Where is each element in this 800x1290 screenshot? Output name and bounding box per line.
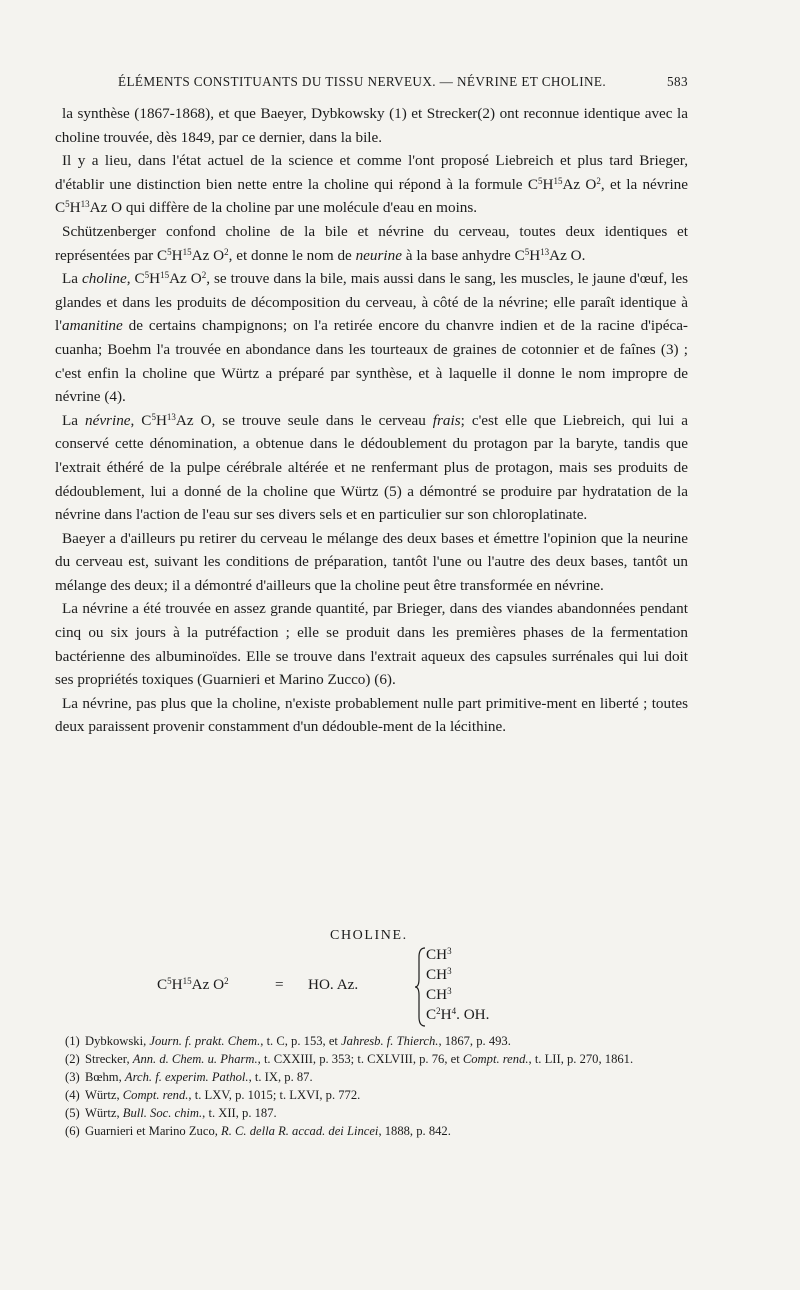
superscript: 2 <box>224 976 229 986</box>
text-run: , C <box>130 411 152 429</box>
superscript: 15 <box>182 976 192 986</box>
superscript: 5 <box>144 270 150 281</box>
italic-text: Bull. Soc. chim. <box>122 1106 203 1120</box>
text-run: Az O <box>191 246 225 264</box>
text-run: C <box>426 1006 437 1023</box>
text-run: , 1867, p. 493. <box>438 1034 511 1048</box>
paragraph <box>55 527 688 598</box>
text-run: , se trouve dans la bile, mais aussi dans le sang, les muscles, le jaune d'œuf, les glandes et dans les produits de décomposition du cerveau, à côté de la névrine; elle paraît identique à l' <box>55 270 688 335</box>
superscript: 15 <box>182 246 192 257</box>
text-run: Strecker, <box>85 1052 133 1066</box>
running-header <box>118 74 688 90</box>
paragraph <box>55 220 688 267</box>
text-run: Az O qui diffère de la choline par une molécule d'eau en moins. <box>89 199 478 217</box>
text-run: , t. LII, p. 270, 1861. <box>528 1052 634 1066</box>
superscript: 15 <box>553 175 563 186</box>
formula-group <box>426 945 489 1025</box>
text-run: H <box>155 411 167 429</box>
formula-title: CHOLINE. <box>330 928 408 943</box>
paragraph <box>55 267 688 409</box>
text-run: Schützenberger confond choline de la bile et névrine du cerveau, toutes deux identiques et représentées par C <box>55 222 688 264</box>
text-run: (6) <box>65 1124 80 1138</box>
body-text <box>55 102 688 739</box>
superscript: 15 <box>160 270 170 281</box>
text-run: ; c'est elle que Liebreich, qui lui a conservé cette dénomination, a obtenue dans le dédoublement du protagon par la baryte, tandis que l'extrait éthéré de la pulpe cérébrale altérée et ne renfermant plus de protagon, mais ses produits de dédoublement, lui a donné de la choline que Würtz (5) a démontré se produire par hydratation de la névrine dans l'action de l'eau sur ses divers sels et en particulier sur son chloroplatinate. <box>55 411 688 524</box>
text-run: (1) <box>65 1034 80 1048</box>
italic-text: Compt. rend. <box>122 1088 189 1102</box>
formula-equals: = <box>275 976 284 993</box>
italic-text: Journ. f. prakt. Chem. <box>149 1034 261 1048</box>
text-run: H <box>171 976 183 993</box>
text-run: Az O <box>562 175 597 193</box>
superscript: 13 <box>166 411 176 422</box>
superscript: 2 <box>201 270 207 281</box>
text-run: . OH. <box>456 1006 490 1023</box>
superscript: 2 <box>596 175 601 186</box>
text-run: Az O, se trouve seule dans le cerveau <box>175 411 433 429</box>
text-run: Würtz, <box>85 1106 123 1120</box>
superscript: 13 <box>540 246 550 257</box>
text-run: , t. IX, p. 87. <box>248 1070 313 1084</box>
superscript: 5 <box>524 246 530 257</box>
paragraph <box>55 149 688 220</box>
text-run: , t. LXV, p. 1015; t. LXVI, p. 772. <box>188 1088 361 1102</box>
text-run: C <box>157 976 168 993</box>
footnote <box>65 1068 690 1086</box>
formula-group-line <box>426 945 489 965</box>
footnote <box>65 1122 690 1140</box>
italic-text: neurine <box>355 246 402 264</box>
text-run: La névrine, pas plus que la choline, n'existe probablement nulle part primitive-ment en liberté ; toutes deux paraissent provenir constamment d'un dédouble-ment de la lécithine. <box>55 694 688 736</box>
paragraph <box>55 409 688 527</box>
text-run: Guarnieri et Marino Zuco, <box>85 1124 222 1138</box>
superscript: 2 <box>436 1006 441 1016</box>
footnote <box>65 1050 690 1068</box>
superscript: 3 <box>447 946 452 956</box>
footnote <box>65 1086 690 1104</box>
italic-text: Compt. rend. <box>462 1052 529 1066</box>
text-run: la synthèse (1867-1868), et que Baeyer, Dybkowsky (1) et Strecker(2) ont reconnue identique avec la choline trouvée, dès 1849, par ce dernier, dans la bile. <box>55 105 688 146</box>
running-title: ÉLÉMENTS CONSTITUANTS DU TISSU NERVEUX. — NÉVRINE ET CHOLINE. <box>118 74 607 89</box>
text-run: de certains champignons; on l'a retirée encore du chanvre indien et de la racine d'ipéca-cuanha; Boehm l'a trouvée en abondance dans les tourteaux de graines de cotonnier et de faînes (3) ; c'est enfin la choline que Würtz a préparé par synthèse, et à laquelle il donne le nom impropre de névrine (4). <box>55 317 688 406</box>
superscript: 5 <box>65 199 70 210</box>
text-run: , 1888, p. 842. <box>378 1124 451 1138</box>
italic-text: amanitine <box>61 317 123 335</box>
footnote <box>65 1032 690 1050</box>
superscript: 3 <box>447 986 452 996</box>
superscript: 5 <box>151 411 156 422</box>
formula-group-line <box>426 985 489 1005</box>
text-run: La <box>62 270 82 288</box>
superscript: 4 <box>451 1006 457 1016</box>
text-run: (3) <box>65 1070 80 1084</box>
paragraph <box>55 597 688 691</box>
italic-text: choline <box>82 270 127 288</box>
curly-brace-icon <box>414 947 426 1027</box>
text-run: La <box>62 411 85 429</box>
text-run: CH <box>426 946 448 963</box>
text-run: , t. XII, p. 187. <box>202 1106 277 1120</box>
italic-text: Arch. f. experim. Pathol. <box>124 1070 249 1084</box>
text-run: Az O <box>169 270 202 288</box>
superscript: 3 <box>447 966 452 976</box>
text-run: (4) <box>65 1088 80 1102</box>
text-run: CH <box>426 966 448 983</box>
text-run: H <box>171 246 183 264</box>
page-number: 583 <box>667 74 688 89</box>
superscript: 13 <box>80 199 90 210</box>
italic-text: Jahresb. f. Thierch. <box>341 1034 439 1048</box>
text-run: , t. CXXIII, p. 353; t. CXLVIII, p. 76, et <box>257 1052 463 1066</box>
italic-text: Ann. d. Chem. u. Pharm. <box>132 1052 258 1066</box>
text-run: (5) <box>65 1106 80 1120</box>
formula-middle: HO. Az. <box>308 976 359 993</box>
superscript: 2 <box>224 246 229 257</box>
text-run: , C <box>126 270 145 288</box>
superscript: 5 <box>167 976 172 986</box>
text-run: H <box>69 199 81 217</box>
text-run: , et donne le nom de <box>228 246 356 264</box>
text-run: CH <box>426 986 448 1003</box>
text-run: , t. C, p. 153, et <box>260 1034 342 1048</box>
formula-group-line <box>426 965 489 985</box>
formula-group-line <box>426 1005 489 1025</box>
text-run: H <box>440 1006 452 1023</box>
text-run: Az O <box>191 976 225 993</box>
superscript: 5 <box>537 175 543 186</box>
text-run: Dybkowski, <box>85 1034 150 1048</box>
footnotes <box>65 1032 690 1140</box>
footnote <box>65 1104 690 1122</box>
text-run: Bœhm, <box>85 1070 125 1084</box>
paragraph <box>55 692 688 739</box>
italic-text: névrine <box>84 411 131 429</box>
paragraph <box>55 102 688 149</box>
text-run: , et la névrine C <box>55 175 688 217</box>
text-run: Il y a lieu, dans l'état actuel de la science et comme l'ont proposé Liebreich et plus tard Brieger, d'établir une distinction bien nette entre la choline qui répond à la formule C <box>55 152 688 193</box>
text-run: H <box>529 246 541 264</box>
text-run: Würtz, <box>85 1088 123 1102</box>
formula-lhs <box>157 976 229 994</box>
italic-text: R. C. della R. accad. dei Lincei <box>221 1124 379 1138</box>
italic-text: frais <box>432 411 461 429</box>
superscript: 5 <box>167 246 172 257</box>
text-run: H <box>149 270 161 288</box>
text-run: La névrine a été trouvée en assez grande quantité, par Brieger, dans des viandes abandonnées pendant cinq ou six jours à la putréfaction ; elle se produit dans les premières phases de la fermentation bactérienne des albuminoïdes. Elle se trouve dans l'extrait aqueux des capsules surrénales qui lui doit ses propriétés toxiques (Guarnieri et Marino Zucco) (6). <box>55 600 688 689</box>
text-run: (2) <box>65 1052 80 1066</box>
text-run: Az O. <box>549 246 586 264</box>
choline-formula <box>157 945 557 1030</box>
text-run: Baeyer a d'ailleurs pu retirer du cerveau le mélange des deux bases et émettre l'opinion que la neurine du cerveau est, suivant les conditions de préparation, tantôt l'une ou l'autre des deux bases, tantôt un mélange des deux; il a démontré d'ailleurs que la choline peut être transformée en névrine. <box>55 529 688 594</box>
text-run: à la base anhydre C <box>401 246 525 264</box>
text-run: H <box>542 175 554 193</box>
